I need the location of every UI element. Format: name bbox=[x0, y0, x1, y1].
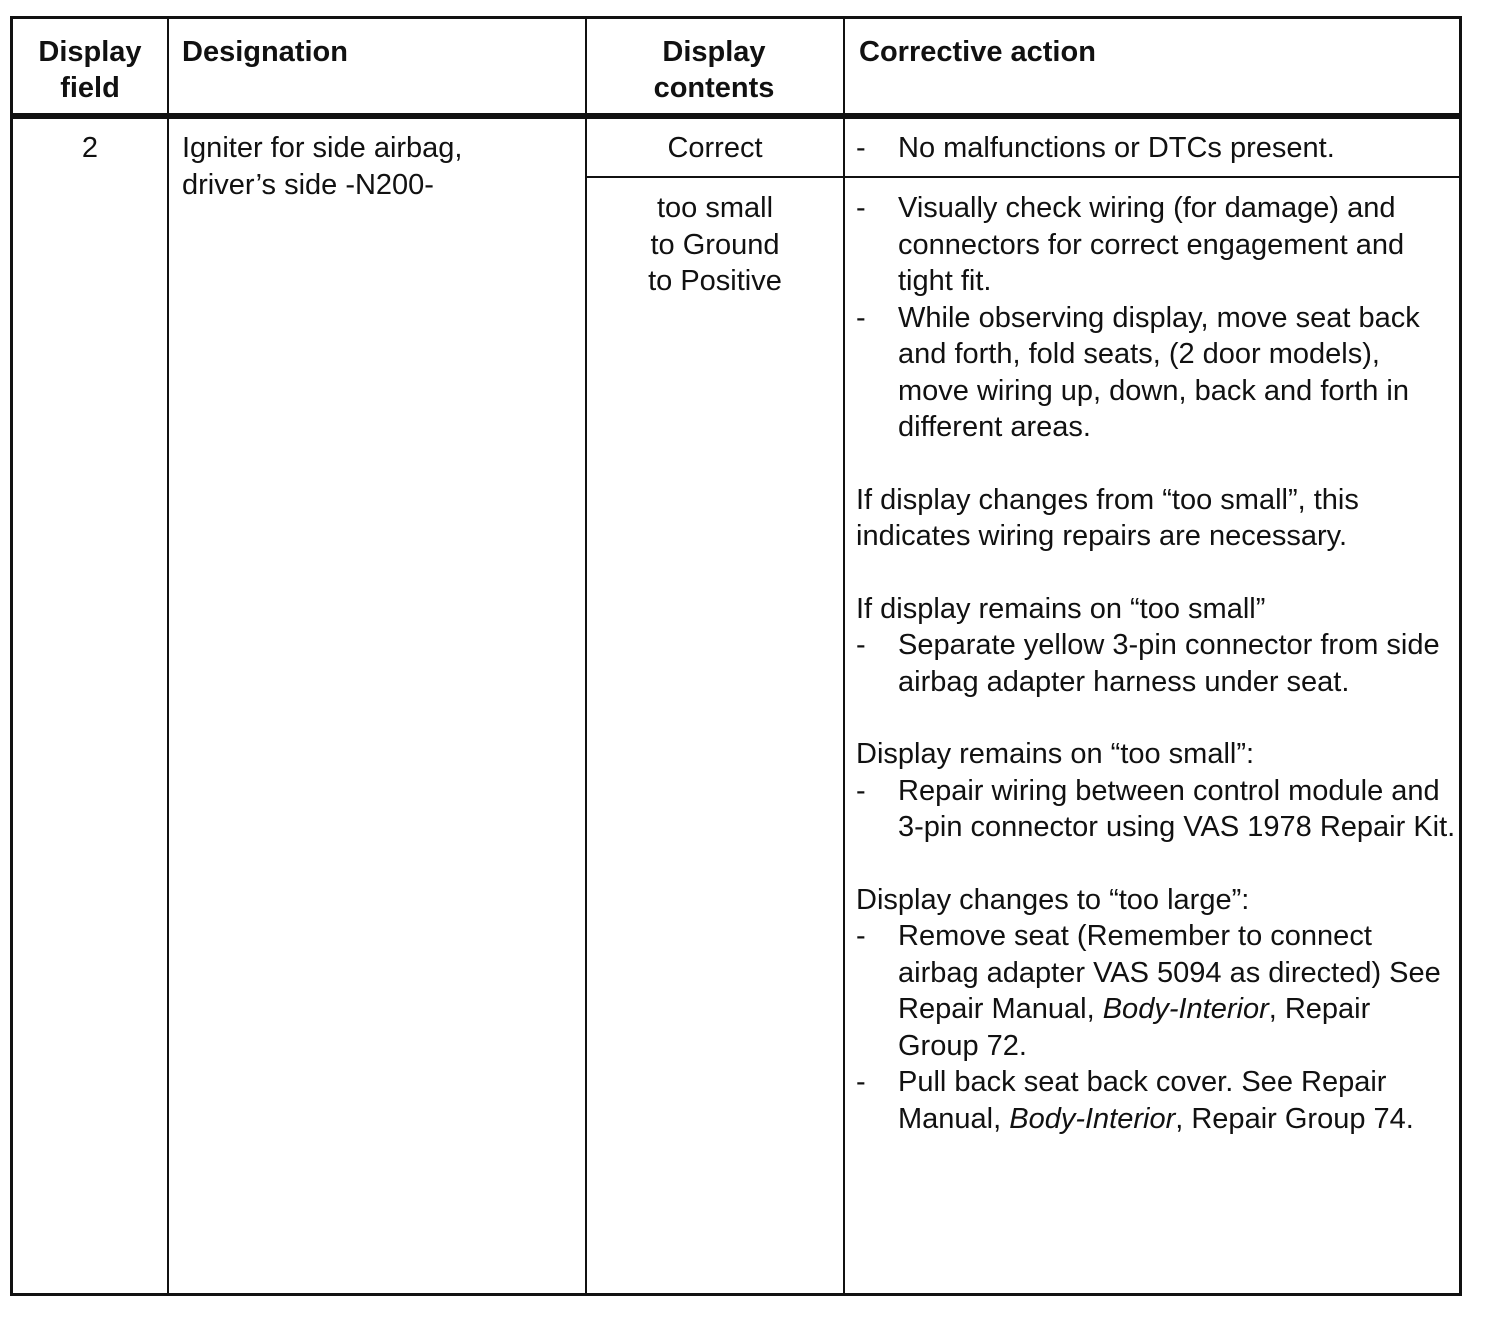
header-corrective-action: Corrective action bbox=[859, 36, 1096, 68]
row-divider bbox=[585, 176, 1459, 178]
move-seat-text: While observing display, move seat back and forth, fold seats, (2 door models), move wiring up, down, back and forth in different areas. bbox=[898, 301, 1420, 443]
bullet-item bbox=[856, 773, 1456, 846]
bullet-dash: - bbox=[856, 132, 866, 164]
pull-cover-text: Pull back seat back cover. See Repair Manual, Body-Interior, Repair Group 74. bbox=[898, 1066, 1414, 1135]
airbag-diagnostic-table bbox=[10, 16, 1462, 1296]
bullet-item bbox=[856, 1064, 1456, 1137]
bullet-item bbox=[856, 130, 1456, 167]
contents-to-ground: to Ground bbox=[650, 228, 780, 261]
action-fault bbox=[856, 190, 1456, 1137]
display-field-value: 2 bbox=[81, 132, 99, 164]
separate-connector-text: Separate yellow 3-pin connector from side airbag adapter harness under seat. bbox=[898, 629, 1440, 698]
header-designation: Designation bbox=[182, 36, 348, 68]
header-display-contents: Display contents bbox=[653, 36, 775, 104]
too-large: Display changes to “too large”: bbox=[856, 883, 1250, 916]
manual-title: Body-Interior bbox=[1102, 993, 1269, 1025]
check-wiring-text: Visually check wiring (for damage) and connectors for correct engagement and tight fit. bbox=[898, 192, 1405, 297]
designation-value: Igniter for side airbag, driver’s side -N200- bbox=[182, 132, 463, 201]
bullet-dash: - bbox=[856, 920, 866, 952]
action-correct bbox=[856, 130, 1456, 167]
manual-title: Body-Interior bbox=[1009, 1102, 1176, 1135]
bullet-dash: - bbox=[856, 192, 866, 224]
header-display-field: Display field bbox=[38, 36, 142, 104]
header-rule bbox=[13, 113, 1459, 119]
action-correct-text: No malfunctions or DTCs present. bbox=[898, 132, 1335, 164]
column-divider bbox=[843, 19, 845, 1293]
note-remains: If display remains on “too small” bbox=[856, 592, 1266, 625]
contents-too-small: too small bbox=[656, 192, 774, 224]
bullet-dash: - bbox=[856, 774, 866, 807]
still-remains: Display remains on “too small”: bbox=[856, 738, 1255, 770]
column-divider bbox=[167, 19, 169, 1293]
bullet-dash: - bbox=[856, 301, 866, 334]
bullet-dash: - bbox=[856, 1066, 866, 1098]
contents-to-positive: to Positive bbox=[648, 265, 782, 297]
contents-fault bbox=[587, 190, 843, 300]
bullet-item bbox=[856, 190, 1456, 300]
note-changes: If display changes from “too small”, this indicates wiring repairs are necessary. bbox=[856, 483, 1359, 552]
bullet-dash: - bbox=[856, 629, 866, 661]
bullet-item bbox=[856, 918, 1456, 1064]
contents-correct: Correct bbox=[667, 132, 763, 164]
bullet-item bbox=[856, 300, 1456, 446]
repair-wiring-text: Repair wiring between control module and 3-pin connector using VAS 1978 Repair Kit. bbox=[898, 774, 1456, 843]
remove-seat-text: Remove seat (Remember to connect airbag adapter VAS 5094 as directed) See Repair Manual, Body-Interior, Repair Group 72. bbox=[898, 920, 1441, 1062]
bullet-item bbox=[856, 627, 1456, 700]
